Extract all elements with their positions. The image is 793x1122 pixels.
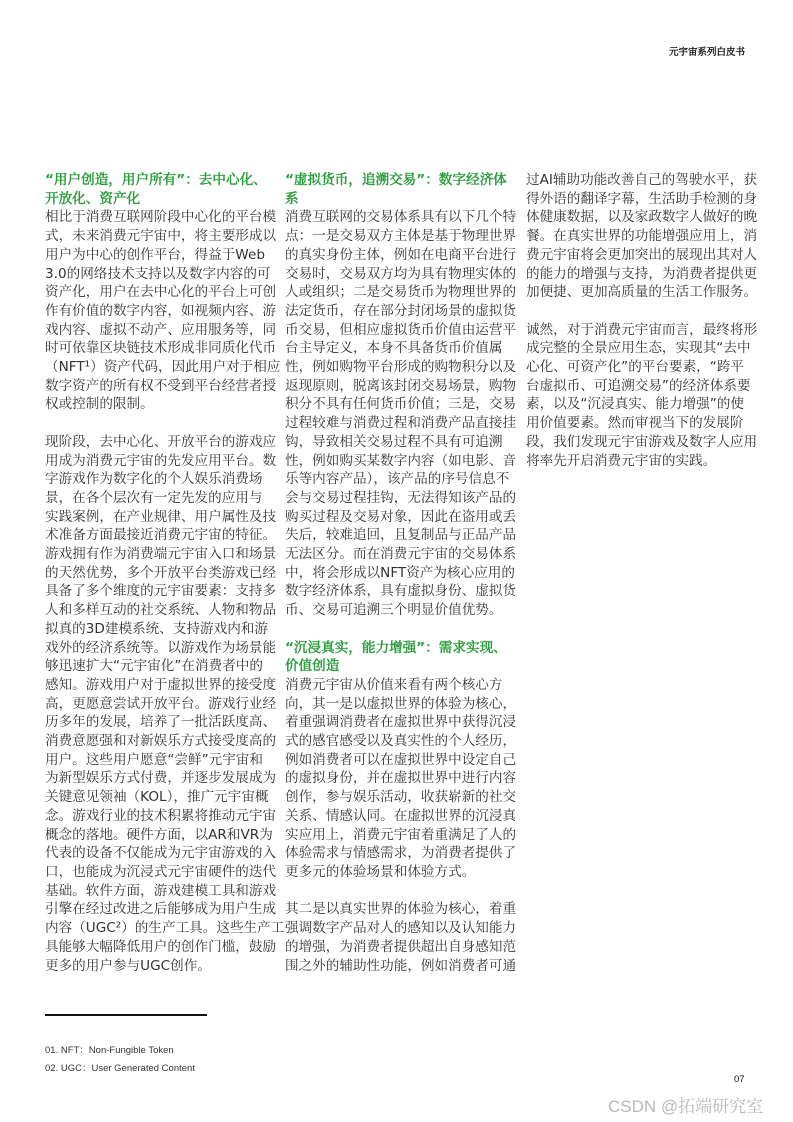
text-line: 具能够大幅降低用户的创作门槛，鼓励 (45, 938, 277, 955)
footnote-divider (45, 1014, 207, 1016)
text-line: 概念的落地。硬件方面，以AR和VR为 (45, 826, 273, 843)
text-line: 字游戏作为数字化的个人娱乐消费场 (45, 471, 263, 488)
text-line: 体验需求与情感需求，为消费者提供了 (285, 845, 517, 862)
text-line: 关键意见领袖（KOL），推广元宇宙概 (45, 789, 269, 806)
text-line: 资产化，用户在去中心化的平台上可创 (45, 284, 277, 301)
text-line: 法定货币，存在部分封闭场景的虚拟货 (285, 302, 517, 319)
text-line: 无法区分。而在消费元宇宙的交易体系 (285, 546, 517, 563)
paragraph (285, 900, 517, 975)
text-line: 体健康数据，以及家政数字人做好的晚 (526, 209, 758, 226)
text-line: 价值创造 (285, 658, 340, 675)
text-line: 时可依靠区块链技术形成非同质化代币 (45, 340, 277, 357)
text-line: 诚然，对于消费元宇宙而言，最终将形 (526, 321, 758, 338)
text-line: 用户。这些用户愿意“尝鲜”元宇宙和 (45, 751, 263, 768)
text-line: 的天然优势，多个开放平台类游戏已经 (45, 564, 277, 581)
text-line: 够迅速扩大“元宇宙化”在消费者中的 (45, 658, 263, 675)
paragraph (526, 171, 758, 302)
text-line: 式的感官感受以及真实性的个人经历， (285, 733, 517, 750)
text-line: 引擎在经过改进之后能够成为用户生成 (45, 901, 277, 918)
text-line: 向，其一是以虚拟世界的体验为核心， (285, 695, 517, 712)
text-line: 景，在各个层次有一定先发的应用与 (45, 489, 263, 506)
text-line: 围之外的辅助性功能，例如消费者可通 (285, 957, 517, 974)
text-line: 的真实身份主体，例如在电商平台进行 (285, 246, 517, 263)
text-line: 中，将会形成以NFT资产为核心应用的 (285, 564, 515, 581)
text-line: 会与交易过程挂钩，无法得知该产品的 (285, 489, 517, 506)
text-line: 着重强调消费者在虚拟世界中获得沉浸 (285, 714, 517, 731)
text-line: 钩，导致相关交易过程不具有可追溯 (285, 433, 503, 450)
text-line: 创作，参与娱乐活动，收获崭新的社交 (285, 789, 517, 806)
text-line: 相比于消费互联网阶段中心化的平台模 (45, 209, 277, 226)
text-line: 人和多样互动的社交系统、人物和物品 (45, 602, 277, 619)
text-line: 作有价值的数字内容，如视频内容、游 (45, 302, 277, 319)
text-line: 实践案例，在产业规律、用户属性及技 (45, 508, 277, 525)
text-line: 念。游戏行业的技术积累将推动元宇宙 (45, 807, 277, 824)
text-line: 更多的用户参与UGC创作。 (45, 957, 211, 974)
section-heading (285, 171, 507, 208)
text-line: 过程较难与消费过程和消费产品直接挂 (285, 415, 517, 432)
text-line: 3.0的网络技术支持以及数字内容的可 (45, 265, 271, 282)
text-line: 术准备方面最接近消费元宇宙的特征。 (45, 527, 277, 544)
text-line: 数字资产的所有权不受到平台经营者授 (45, 377, 277, 394)
footnotes (45, 1042, 195, 1078)
text-line: 内容（UGC²）的生产工具。这些生产工 (45, 920, 285, 937)
column-2 (285, 171, 517, 994)
text-line: 用价值要素。然而审视当下的发展阶 (526, 415, 744, 432)
text-line: 戏外的经济系统等。以游戏作为场景能 (45, 639, 277, 656)
text-line: 用户为中心的创作平台，得益于Web (45, 246, 265, 263)
text-line: 返现原则，脱离该封闭交易场景，购物 (285, 377, 517, 394)
text-line: 交易时，交易双方均为具有物理实体的 (285, 265, 517, 282)
text-line: 心化、可资产化”的平台要素，“跨平 (526, 359, 744, 376)
paragraph (285, 676, 517, 882)
section-heading (45, 171, 267, 208)
text-line: 基础。软件方面，游戏建模工具和游戏 (45, 882, 277, 899)
text-line: （NFT¹）资产代码，因此用户对于相应 (45, 359, 281, 376)
text-line: 游戏拥有作为消费端元宇宙入口和场景 (45, 546, 277, 563)
text-line: 性，例如购物平台形成的购物积分以及 (285, 359, 517, 376)
text-line: 点：一是交易双方主体是基于物理世界 (285, 228, 517, 245)
text-line: 例如消费者可以在虚拟世界中设定自己 (285, 751, 517, 768)
text-line: 感知。游戏用户对于虚拟世界的接受度 (45, 676, 277, 693)
text-line: 积分不具有任何货币价值；三是，交易 (285, 396, 517, 413)
text-line: 币、交易可追溯三个明显价值优势。 (285, 602, 503, 619)
text-line: 开放化、资产化 (45, 190, 141, 207)
text-line: 的虚拟身份，并在虚拟世界中进行内容 (285, 770, 517, 787)
text-line: “用户创造，用户所有”：去中心化、 (45, 172, 267, 188)
text-line: 为新型娱乐方式付费，并逐步发展成为 (45, 770, 277, 787)
text-line: 台主导定义，本身不具备货币价值属 (285, 340, 503, 357)
text-line: 关系、情感认同。在虚拟世界的沉浸真 (285, 807, 517, 824)
text-line: 强调数字产品对人的感知以及认知能力 (285, 920, 517, 937)
text-line: 素，以及“沉浸真实、能力增强”的使 (526, 396, 744, 413)
text-line: 实应用上，消费元宇宙着重满足了人的 (285, 826, 517, 843)
text-line: 更多元的体验场景和体验方式。 (285, 864, 476, 880)
text-line: 购买过程及交易对象，因此在盗用或丢 (285, 508, 517, 525)
text-line: 失后，较难追回，且复制品与正品产品 (285, 527, 517, 544)
text-line: 数字经济体系，具有虚拟身份、虚拟货 (285, 583, 517, 600)
text-line: “沉浸真实，能力增强”：需求实现、 (285, 639, 507, 656)
text-line: 乐等内容产品），该产品的序号信息不 (285, 471, 510, 488)
text-line: 台虚拟币、可追溯交易”的经济体系要 (526, 377, 751, 394)
document-series-title: 元宇宙系列白皮书 (668, 47, 745, 58)
text-line: 过AI辅助功能改善自己的驾驶水平，获 (526, 172, 757, 188)
text-line: 口，也能成为沉浸式元宇宙硬件的迭代 (45, 864, 277, 880)
text-line: 将率先开启消费元宇宙的实践。 (526, 452, 717, 469)
column-1 (45, 171, 285, 994)
paragraph (45, 433, 285, 975)
text-line: 消费元宇宙从价值来看有两个核心方 (285, 676, 503, 693)
text-line: 代表的设备不仅能成为元宇宙游戏的入 (45, 845, 277, 862)
text-line: 式，未来消费元宇宙中，将主要形成以 (45, 228, 277, 245)
page-number: 07 (734, 1074, 745, 1085)
text-line: 高，更愿意尝试开放平台。游戏行业经 (45, 695, 277, 712)
text-line: 拟真的3D建模系统、支持游戏内和游 (45, 620, 269, 637)
text-line: 的增强，为消费者提供超出自身感知范 (285, 938, 517, 955)
section-heading (285, 639, 507, 676)
paragraph (285, 208, 517, 619)
text-line: 性，例如购买某数字内容（如电影、音 (285, 452, 517, 469)
text-line: 现阶段，去中心化、开放平台的游戏应 (45, 433, 277, 450)
text-line: 其二是以真实世界的体验为核心，着重 (285, 901, 517, 918)
text-line: “虚拟货币，追溯交易”：数字经济体 (285, 172, 507, 188)
text-line: 历多年的发展，培养了一批活跃度高、 (45, 714, 277, 731)
text-line: 消费意愿强和对新娱乐方式接受度高的 (45, 733, 277, 750)
text-line: 币交易，但相应虚拟货币价值由运营平 (285, 321, 517, 338)
text-line: 餐。在真实世界的功能增强应用上，消 (526, 228, 758, 245)
text-line: 成完整的全景应用生态，实现其“去中 (526, 340, 751, 357)
paragraph (45, 208, 281, 414)
text-line: 消费互联网的交易体系具有以下几个特 (285, 209, 517, 226)
text-line: 用成为消费元宇宙的先发应用平台。数 (45, 452, 277, 469)
text-line: 得外语的翻译字幕，生活助手检测的身 (526, 190, 758, 207)
column-3 (526, 171, 758, 489)
text-line: 系 (285, 190, 299, 207)
paragraph (526, 321, 758, 471)
text-line: 加便捷、更加高质量的生活工作服务。 (526, 284, 758, 301)
text-line: 人或组织；二是交易货币为物理世界的 (285, 284, 517, 301)
text-line: 段，我们发现元宇宙游戏及数字人应用 (526, 433, 758, 450)
text-line: 具备了多个维度的元宇宙要素：支持多 (45, 583, 277, 600)
text-line: 费元宇宙将会更加突出的展现出其对人 (526, 246, 758, 263)
text-line: 的能力的增强与支持，为消费者提供更 (526, 265, 758, 282)
footnote-2: 02. UGC：User Generated Content (45, 1063, 195, 1074)
watermark: CSDN @拓端研究室 (608, 1097, 764, 1116)
text-line: 戏内容、虚拟不动产、应用服务等，同 (45, 321, 277, 338)
footnote-1: 01. NFT：Non-Fungible Token (45, 1045, 174, 1056)
text-line: 权或控制的限制。 (45, 396, 154, 413)
